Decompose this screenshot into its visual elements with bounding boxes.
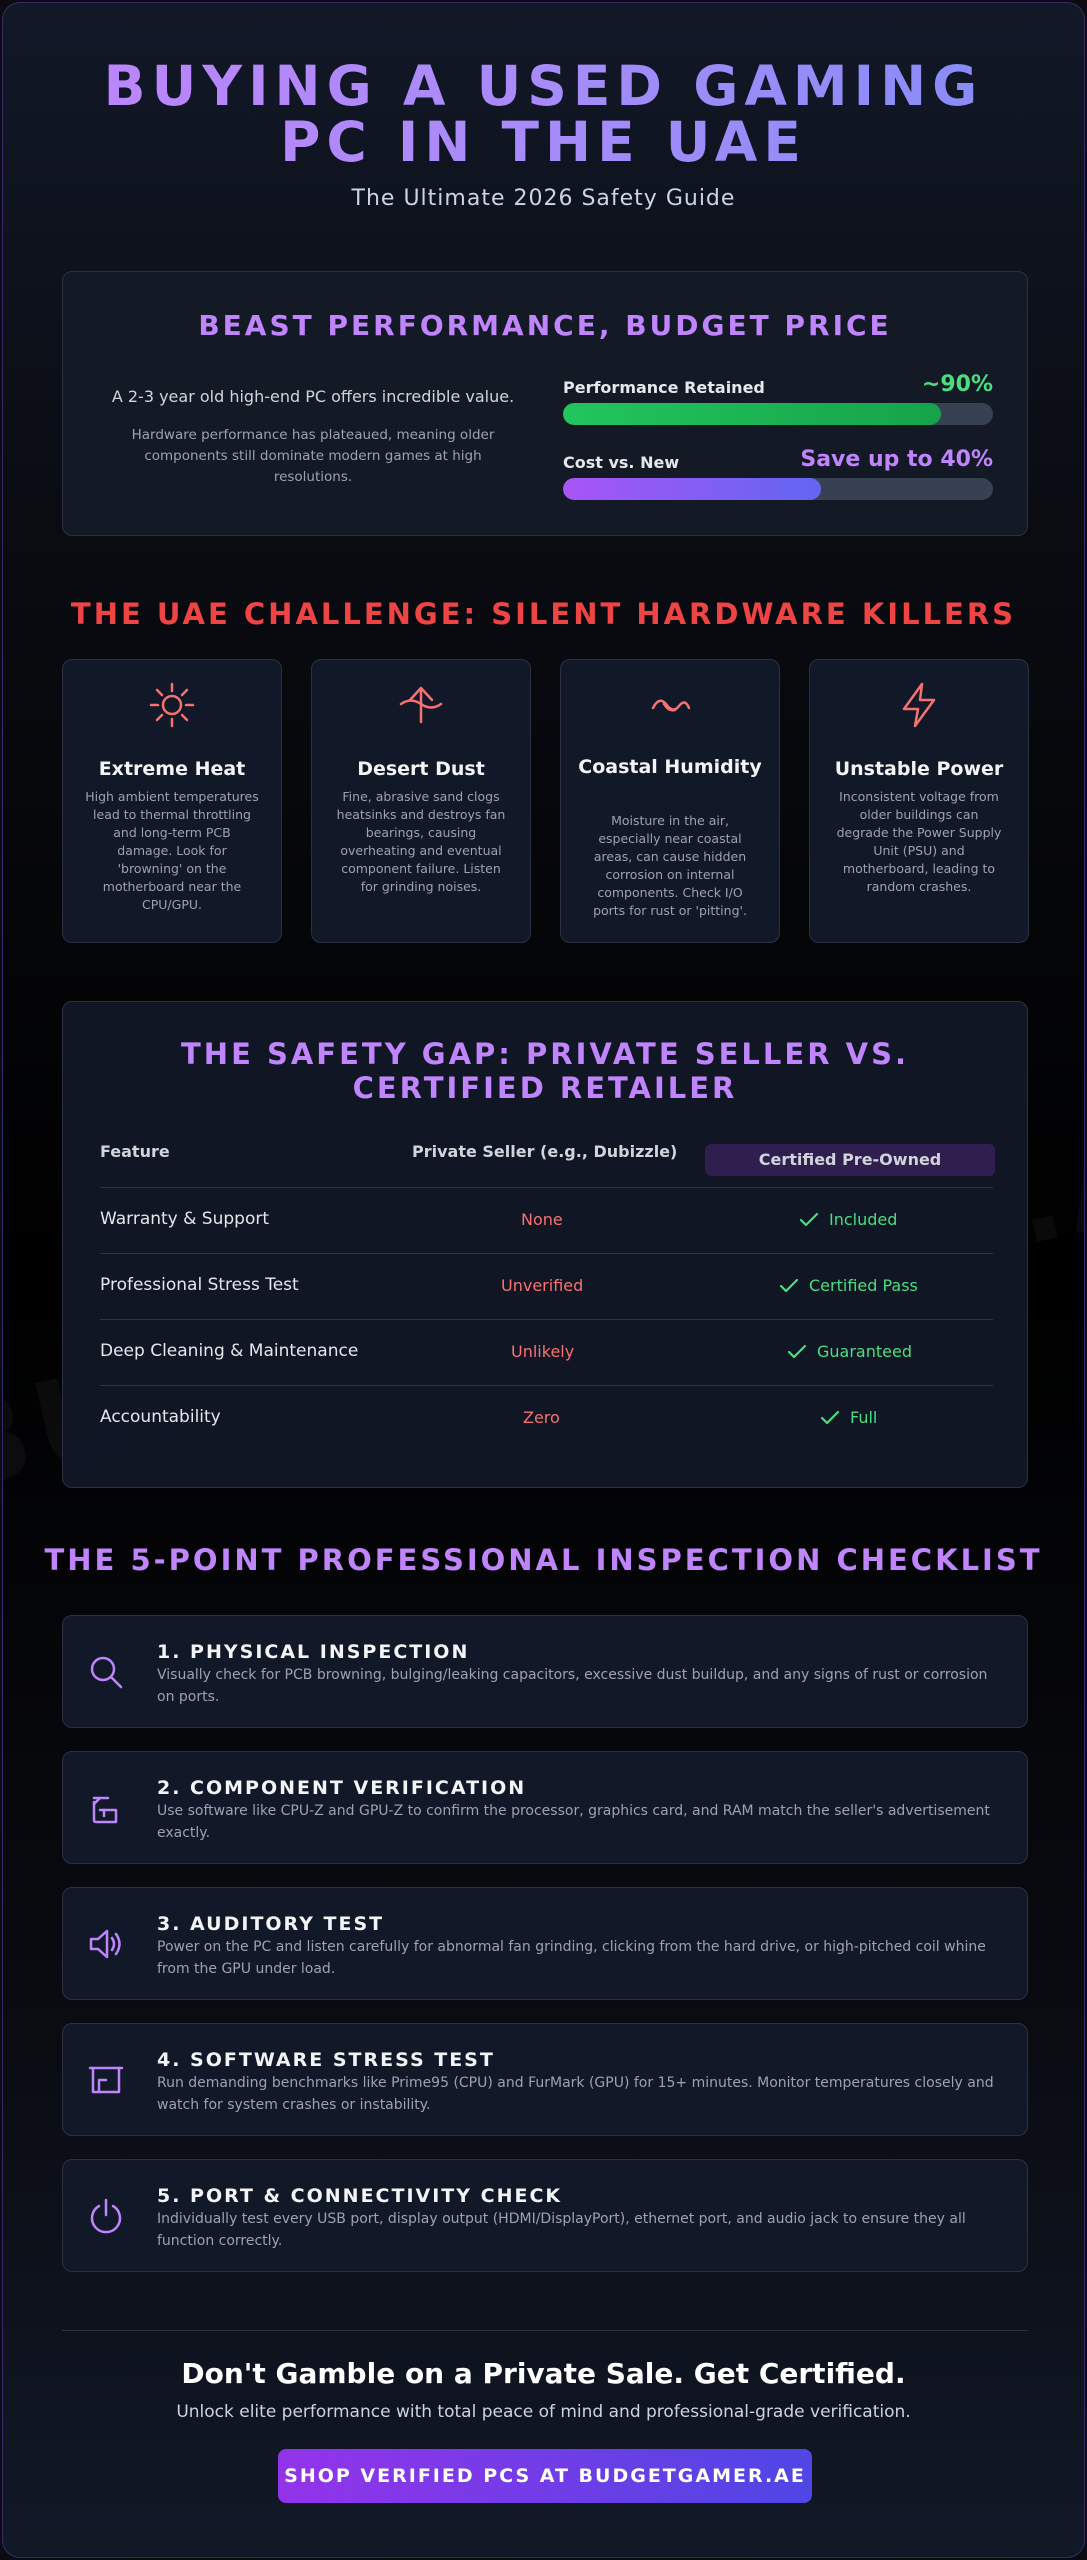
uae-challenge-heading: THE UAE CHALLENGE: SILENT HARDWARE KILLERS	[70, 597, 1017, 631]
challenge-text-power: Inconsistent voltage from older buildings can degrade the Power Supply Unit (PSU) and motherboard, leading to random crashes.	[836, 789, 1002, 894]
check-icon	[787, 1343, 807, 1361]
row-divider	[100, 1187, 993, 1188]
check-icon	[820, 1409, 840, 1427]
check-icon	[779, 1277, 799, 1295]
challenge-card-dust	[311, 659, 531, 943]
bar-value-performance: ~90%	[921, 372, 993, 397]
search-icon	[85, 1651, 127, 1693]
check-icon	[799, 1211, 819, 1229]
challenge-text-humidity: Moisture in the air, especially near coastal areas, can cause hidden corrosion on internal components. Check I/O ports for rust or 'pitting'.	[593, 813, 747, 918]
private-value: Zero	[523, 1408, 560, 1427]
speaker-icon	[85, 1923, 127, 1965]
private-value: Unverified	[501, 1276, 584, 1295]
checklist-item-text: Visually check for PCB browning, bulging/leaking capacitors, excessive dust buildup, and any signs of rust or corrosion on ports.	[157, 1667, 988, 1705]
challenge-title-heat: Extreme Heat	[98, 758, 246, 780]
performance-heading: BEAST PERFORMANCE, BUDGET PRICE	[198, 309, 892, 342]
checklist-item-title: 5. PORT & CONNECTIVITY CHECK	[157, 2185, 563, 2207]
challenge-title-humidity: Coastal Humidity	[578, 756, 762, 778]
sun-icon	[63, 680, 281, 730]
private-cell	[511, 1210, 563, 1229]
footer-divider	[62, 2330, 1028, 2331]
certified-cell	[787, 1342, 912, 1361]
feature-cell: Deep Cleaning & Maintenance	[100, 1341, 359, 1361]
private-cell	[501, 1342, 575, 1361]
row-divider	[100, 1385, 993, 1386]
checklist-item-title: 4. SOFTWARE STRESS TEST	[157, 2049, 495, 2071]
bar-label-performance: Performance Retained	[563, 378, 765, 397]
checklist-item-text: Individually test every USB port, display output (HDMI/DisplayPort), ethernet port, and audio jack to ensure they all function correctly.	[157, 2211, 966, 2249]
footer-subtext: Unlock elite performance with total peace of mind and professional-grade verification.	[176, 2402, 911, 2422]
challenge-text-dust: Fine, abrasive sand clogs heatsinks and destroys fan bearings, causing overheating and eventual component failure. Listen for grinding noises.	[336, 789, 506, 894]
checklist-item	[62, 1615, 1028, 1728]
bar-track-performance	[563, 403, 993, 425]
certified-value: Full	[850, 1408, 878, 1427]
bar-fill-performance	[563, 403, 941, 425]
safety-gap-card	[62, 1001, 1028, 1488]
performance-card	[62, 271, 1028, 536]
certified-value: Certified Pass	[809, 1276, 918, 1295]
bar-track-cost	[563, 478, 993, 500]
challenge-title-power: Unstable Power	[834, 758, 1004, 780]
infographic-page	[2, 2, 1085, 2558]
checklist-item	[62, 2159, 1028, 2272]
bar-label-cost: Cost vs. New	[563, 453, 680, 472]
page-title: BUYING A USED GAMING PC IN THE UAE	[3, 58, 1084, 170]
private-cell	[491, 1276, 584, 1295]
checklist-item	[62, 1751, 1028, 1864]
page-subtitle: The Ultimate 2026 Safety Guide	[351, 186, 736, 211]
certified-cell	[820, 1408, 877, 1427]
challenge-card-power	[809, 659, 1029, 943]
certified-value: Guaranteed	[817, 1342, 912, 1361]
bar-fill-cost	[563, 478, 821, 500]
certified-value: Included	[829, 1210, 898, 1229]
wind-icon	[312, 680, 530, 730]
col-header-feature: Feature	[100, 1142, 170, 1161]
challenge-card-humidity	[560, 659, 780, 943]
performance-intro: A 2-3 year old high-end PC offers incredible value.	[111, 387, 515, 406]
col-header-certified: Certified Pre-Owned	[705, 1144, 995, 1176]
shop-verified-button[interactable]: SHOP VERIFIED PCS AT BUDGETGAMER.AE	[278, 2449, 812, 2503]
private-value: Unlikely	[511, 1342, 575, 1361]
checklist-item	[62, 1887, 1028, 2000]
checklist-item-title: 3. AUDITORY TEST	[157, 1913, 385, 1935]
bar-value-cost: Save up to 40%	[800, 447, 993, 472]
monitor-icon	[85, 2059, 127, 2101]
challenge-title-dust: Desert Dust	[357, 758, 485, 780]
checklist-heading: THE 5-POINT PROFESSIONAL INSPECTION CHECKLIST	[44, 1543, 1043, 1577]
challenge-text-heat: High ambient temperatures lead to thermal throttling and long-term PCB damage. Look for 'browning' on the motherboard near the CPU/GPU.	[85, 789, 259, 912]
checklist-item-text: Use software like CPU-Z and GPU-Z to confirm the processor, graphics card, and RAM match the seller's advertisement exactly.	[157, 1803, 990, 1841]
private-cell	[513, 1408, 560, 1427]
feature-cell: Warranty & Support	[100, 1209, 270, 1229]
chip-icon	[85, 1787, 127, 1829]
performance-detail: Hardware performance has plateaued, meaning older components still dominate modern games at high resolutions.	[131, 427, 495, 485]
feature-cell: Accountability	[100, 1407, 221, 1427]
challenge-card-heat	[62, 659, 282, 943]
certified-cell	[779, 1276, 918, 1295]
wave-icon	[561, 680, 779, 730]
checklist-item	[62, 2023, 1028, 2136]
row-divider	[100, 1319, 993, 1320]
power-icon	[85, 2195, 127, 2237]
feature-cell: Professional Stress Test	[100, 1275, 299, 1295]
private-value: None	[521, 1210, 563, 1229]
lightning-icon	[810, 680, 1028, 730]
safety-gap-heading: THE SAFETY GAP: PRIVATE SELLER VS. CERTIFIED RETAILER	[181, 1037, 909, 1105]
certified-cell	[799, 1210, 897, 1229]
checklist-item-title: 2. COMPONENT VERIFICATION	[157, 1777, 527, 1799]
checklist-item-text: Run demanding benchmarks like Prime95 (CPU) and FurMark (GPU) for 15+ minutes. Monitor temperatures closely and watch for system crashes or instability.	[157, 2075, 994, 2113]
footer-heading: Don't Gamble on a Private Sale. Get Certified.	[181, 2357, 906, 2390]
col-header-private: Private Seller (e.g., Dubizzle)	[412, 1142, 678, 1161]
checklist-item-text: Power on the PC and listen carefully for abnormal fan grinding, clicking from the hard drive, or high-pitched coil whine from the GPU under load.	[157, 1939, 986, 1977]
checklist-item-title: 1. PHYSICAL INSPECTION	[157, 1641, 470, 1663]
row-divider	[100, 1253, 993, 1254]
